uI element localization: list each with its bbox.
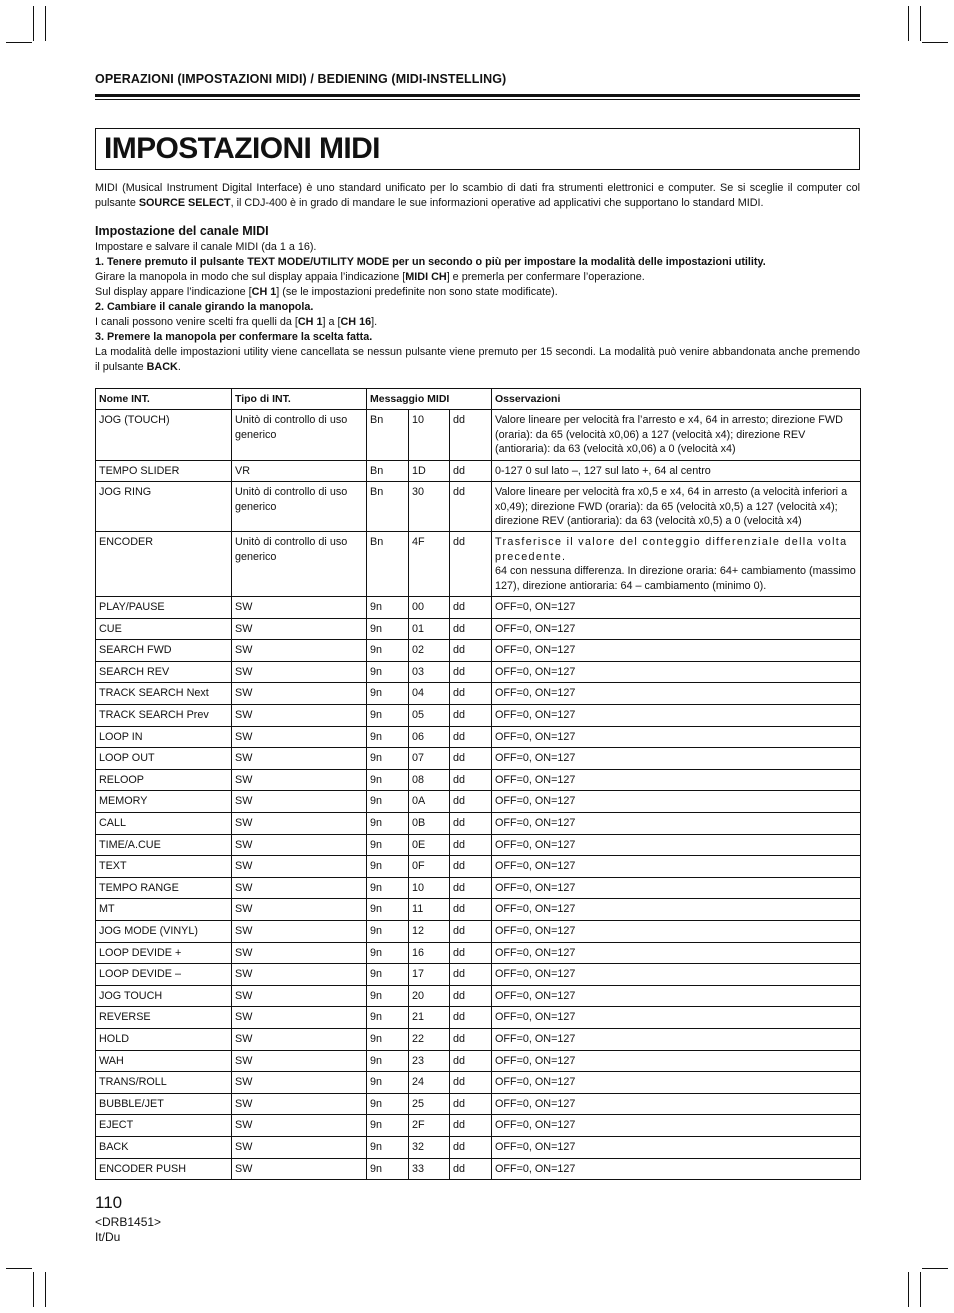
page-number: 110 [95, 1193, 123, 1212]
midi-value-cell: dd [450, 683, 492, 705]
midi-number-cell: 20 [409, 985, 450, 1007]
encoder-remark-line: Trasferisce il valore del conteggio differenziale della volta precedente. [495, 536, 848, 563]
table-row [96, 597, 861, 619]
int-type-cell: SW [232, 1007, 367, 1029]
int-name-cell: LOOP OUT [96, 748, 232, 770]
remark-cell: OFF=0, ON=127 [492, 769, 861, 791]
step-2-detail [95, 315, 860, 330]
table-row [96, 1050, 861, 1072]
midi-value-cell: dd [450, 460, 492, 482]
int-name-cell: CALL [96, 813, 232, 835]
midi-value-cell: dd [450, 748, 492, 770]
table-row [96, 769, 861, 791]
table-row [96, 1028, 861, 1050]
detail-text: La modalità delle impostazioni utility viene cancellata se nessun pulsante viene premuto per 15 secondi. La modalità può venire abbandonata anche premendo il pulsante [95, 346, 860, 373]
table-row [96, 920, 861, 942]
midi-number-cell: 32 [409, 1136, 450, 1158]
crop-mark [6, 1268, 32, 1269]
table-row [96, 985, 861, 1007]
int-name-cell: TRACK SEARCH Next [96, 683, 232, 705]
midi-status-cell: 9n [367, 769, 409, 791]
int-name-cell: CUE [96, 618, 232, 640]
channel-heading: Impostazione del canale MIDI [95, 224, 269, 238]
table-row [96, 705, 861, 727]
channel-steps [95, 240, 860, 375]
remark-cell: 0-127 0 sul lato –, 127 sul lato +, 64 al centro [492, 460, 861, 482]
table-header-row [96, 389, 861, 410]
midi-number-cell: 0A [409, 791, 450, 813]
step-3-detail [95, 345, 860, 375]
table-row [96, 813, 861, 835]
crop-mark [908, 1272, 909, 1307]
midi-number-cell: 17 [409, 964, 450, 986]
midi-number-cell: 2F [409, 1115, 450, 1137]
midi-value-cell: dd [450, 856, 492, 878]
midi-number-cell: 0E [409, 834, 450, 856]
remark-cell: OFF=0, ON=127 [492, 877, 861, 899]
int-name-cell: MT [96, 899, 232, 921]
midi-status-cell: 9n [367, 1072, 409, 1094]
int-type-cell: SW [232, 920, 367, 942]
int-name-cell: WAH [96, 1050, 232, 1072]
midi-number-cell: 23 [409, 1050, 450, 1072]
int-type-cell: SW [232, 618, 367, 640]
crop-mark [45, 6, 46, 41]
remark-cell: OFF=0, ON=127 [492, 1158, 861, 1180]
remark-cell: OFF=0, ON=127 [492, 1093, 861, 1115]
midi-status-cell: 9n [367, 1115, 409, 1137]
midi-status-cell: 9n [367, 1158, 409, 1180]
midi-status-cell: 9n [367, 899, 409, 921]
remark-cell: OFF=0, ON=127 [492, 748, 861, 770]
remark-cell: OFF=0, ON=127 [492, 618, 861, 640]
step-text: 1. Tenere premuto il pulsante [95, 256, 248, 268]
int-name-cell: SEARCH FWD [96, 640, 232, 662]
table-row [96, 1007, 861, 1029]
table-row [96, 1093, 861, 1115]
midi-value-cell: dd [450, 1115, 492, 1137]
int-type-cell: SW [232, 769, 367, 791]
midi-status-cell: 9n [367, 1050, 409, 1072]
table-row [96, 482, 861, 532]
midi-status-cell: 9n [367, 877, 409, 899]
doc-lang: It/Du [95, 1230, 121, 1244]
int-name-cell: SEARCH REV [96, 661, 232, 683]
midi-number-cell: 11 [409, 899, 450, 921]
int-name-cell: TEXT [96, 856, 232, 878]
table-row [96, 899, 861, 921]
int-type-cell: SW [232, 1050, 367, 1072]
int-name-cell: HOLD [96, 1028, 232, 1050]
int-type-cell: SW [232, 705, 367, 727]
midi-status-cell: 9n [367, 705, 409, 727]
midi-number-cell: 0F [409, 856, 450, 878]
int-type-cell: SW [232, 813, 367, 835]
remark-cell: OFF=0, ON=127 [492, 856, 861, 878]
detail-text: ]. [371, 316, 378, 328]
midi-value-cell: dd [450, 661, 492, 683]
step-3: 3. Premere la manopola per confermare la scelta fatta. [95, 331, 373, 343]
table-row [96, 661, 861, 683]
midi-status-cell: 9n [367, 1136, 409, 1158]
midi-status-cell: Bn [367, 482, 409, 532]
col-header: Osservazioni [492, 389, 861, 410]
table-row [96, 640, 861, 662]
title-box [95, 128, 860, 170]
midi-number-cell: 12 [409, 920, 450, 942]
midi-status-cell: 9n [367, 942, 409, 964]
midi-number-cell: 30 [409, 482, 450, 532]
midi-value-cell: dd [450, 597, 492, 619]
detail-bold: BACK [146, 361, 178, 373]
remark-cell: OFF=0, ON=127 [492, 1050, 861, 1072]
intro-paragraph [95, 181, 860, 211]
step-text: TEXT MODE/UTILITY MODE [247, 256, 390, 268]
int-type-cell: SW [232, 748, 367, 770]
int-type-cell: SW [232, 964, 367, 986]
midi-number-cell: 21 [409, 1007, 450, 1029]
midi-status-cell: 9n [367, 726, 409, 748]
table-row [96, 683, 861, 705]
int-type-cell: SW [232, 834, 367, 856]
midi-value-cell: dd [450, 410, 492, 460]
int-type-cell: SW [232, 683, 367, 705]
step-1 [95, 255, 860, 270]
midi-status-cell: 9n [367, 813, 409, 835]
crop-mark [920, 6, 921, 41]
midi-value-cell: dd [450, 964, 492, 986]
midi-status-cell: 9n [367, 640, 409, 662]
midi-status-cell: Bn [367, 460, 409, 482]
int-type-cell: SW [232, 1093, 367, 1115]
midi-number-cell: 16 [409, 942, 450, 964]
midi-value-cell: dd [450, 1028, 492, 1050]
detail-text: Girare la manopola in modo che sul display appaia l’indicazione [ [95, 271, 406, 283]
int-type-cell: SW [232, 1158, 367, 1180]
midi-status-cell: 9n [367, 791, 409, 813]
remark-cell: OFF=0, ON=127 [492, 1028, 861, 1050]
midi-status-cell: 9n [367, 683, 409, 705]
int-name-cell: BACK [96, 1136, 232, 1158]
table-row [96, 1158, 861, 1180]
int-name-cell: BUBBLE/JET [96, 1093, 232, 1115]
table-row [96, 460, 861, 482]
int-type-cell: SW [232, 985, 367, 1007]
col-header: Nome INT. [96, 389, 232, 410]
int-type-cell: SW [232, 791, 367, 813]
crop-mark [920, 1272, 921, 1307]
int-type-cell: Unitò di controllo di uso generico [232, 482, 367, 532]
midi-value-cell: dd [450, 877, 492, 899]
midi-number-cell: 01 [409, 618, 450, 640]
detail-text: . [177, 361, 181, 373]
int-type-cell: SW [232, 899, 367, 921]
remark-cell: OFF=0, ON=127 [492, 726, 861, 748]
midi-value-cell: dd [450, 1093, 492, 1115]
step-1-detail [95, 270, 860, 285]
midi-status-cell: 9n [367, 856, 409, 878]
midi-table [95, 388, 861, 1180]
intro-bold: SOURCE SELECT [138, 197, 231, 209]
midi-number-cell: 22 [409, 1028, 450, 1050]
step-2: 2. Cambiare il canale girando la manopola. [95, 301, 314, 313]
table-row [96, 856, 861, 878]
midi-value-cell: dd [450, 640, 492, 662]
int-type-cell: SW [232, 1136, 367, 1158]
remark-cell: Valore lineare per velocità fra x0,5 e x4, 64 in arresto (a velocità inferiori a x0,49); direzione FWD (oraria): da 65 (velocità x0,5) a 127 (velocità x4); direzione REV (antioraria): da 63 (velocità x0,5) a 0 (velocità x4) [492, 482, 861, 532]
int-type-cell: SW [232, 597, 367, 619]
step-1-detail [95, 285, 860, 300]
int-type-cell: VR [232, 460, 367, 482]
midi-status-cell: 9n [367, 834, 409, 856]
int-type-cell: SW [232, 1115, 367, 1137]
detail-text: I canali possono venire scelti fra quelli da [ [95, 316, 298, 328]
remark-cell: OFF=0, ON=127 [492, 834, 861, 856]
crop-mark [922, 1268, 948, 1269]
midi-number-cell: 33 [409, 1158, 450, 1180]
midi-number-cell: 1D [409, 460, 450, 482]
detail-bold: CH 1 [251, 286, 277, 298]
int-type-cell: Unitò di controllo di uso generico [232, 532, 367, 597]
crop-mark [33, 1272, 34, 1307]
midi-status-cell: 9n [367, 597, 409, 619]
int-type-cell: SW [232, 856, 367, 878]
crop-mark [908, 6, 909, 41]
detail-bold: MIDI CH [405, 271, 447, 283]
channel-lead: Impostare e salvare il canale MIDI (da 1 a 16). [95, 241, 317, 253]
midi-value-cell: dd [450, 791, 492, 813]
remark-cell: OFF=0, ON=127 [492, 985, 861, 1007]
midi-number-cell: 0B [409, 813, 450, 835]
midi-value-cell: dd [450, 834, 492, 856]
remark-cell: OFF=0, ON=127 [492, 597, 861, 619]
int-type-cell: SW [232, 661, 367, 683]
int-name-cell: LOOP DEVIDE – [96, 964, 232, 986]
remark-cell: OFF=0, ON=127 [492, 791, 861, 813]
midi-status-cell: 9n [367, 1093, 409, 1115]
midi-status-cell: 9n [367, 920, 409, 942]
remark-cell: OFF=0, ON=127 [492, 920, 861, 942]
crop-mark [922, 42, 948, 43]
midi-number-cell: 04 [409, 683, 450, 705]
intro-text: , il CDJ-400 è in grado di mandare le sue informazioni operative ad applicativi che supportano lo standard MIDI. [230, 197, 764, 209]
midi-number-cell: 08 [409, 769, 450, 791]
midi-number-cell: 02 [409, 640, 450, 662]
midi-number-cell: 10 [409, 877, 450, 899]
table-row [96, 1136, 861, 1158]
intro-text: MIDI (Musical Instrument Digital Interface) è uno standard unificato per lo scambio di dati fra strumenti elettronici e computer. Se si sceglie il computer col pulsante [95, 182, 860, 209]
int-name-cell: JOG MODE (VINYL) [96, 920, 232, 942]
midi-status-cell: Bn [367, 410, 409, 460]
doc-code-id: <DRB1451> [95, 1215, 162, 1229]
table-row [96, 877, 861, 899]
int-name-cell: MEMORY [96, 791, 232, 813]
midi-value-cell: dd [450, 813, 492, 835]
midi-value-cell: dd [450, 1007, 492, 1029]
remark-cell: OFF=0, ON=127 [492, 1072, 861, 1094]
midi-status-cell: 9n [367, 1007, 409, 1029]
midi-number-cell: 4F [409, 532, 450, 597]
midi-status-cell: 9n [367, 964, 409, 986]
int-name-cell: JOG TOUCH [96, 985, 232, 1007]
int-type-cell: SW [232, 1028, 367, 1050]
crop-mark [33, 6, 34, 41]
midi-value-cell: dd [450, 726, 492, 748]
midi-value-cell: dd [450, 985, 492, 1007]
int-name-cell: LOOP IN [96, 726, 232, 748]
detail-text: ] a [ [322, 316, 341, 328]
midi-number-cell: 00 [409, 597, 450, 619]
midi-status-cell: 9n [367, 985, 409, 1007]
encoder-remark-extra: 64 con nessuna differenza. In direzione oraria: 64+ cambiamento (massimo 127), direzione antioraria: 64 – cambiamento (minimo 0). [495, 565, 856, 592]
int-name-cell: TRANS/ROLL [96, 1072, 232, 1094]
section-header: OPERAZIONI (IMPOSTAZIONI MIDI) / BEDIENING (MIDI-INSTELLING) [95, 72, 507, 86]
remark-cell: OFF=0, ON=127 [492, 640, 861, 662]
int-name-cell: RELOOP [96, 769, 232, 791]
int-name-cell: EJECT [96, 1115, 232, 1137]
int-name-cell: ENCODER PUSH [96, 1158, 232, 1180]
midi-value-cell: dd [450, 769, 492, 791]
remark-cell: OFF=0, ON=127 [492, 705, 861, 727]
remark-cell: OFF=0, ON=127 [492, 661, 861, 683]
int-type-cell: SW [232, 877, 367, 899]
midi-value-cell: dd [450, 618, 492, 640]
midi-number-cell: 25 [409, 1093, 450, 1115]
int-name-cell: TIME/A.CUE [96, 834, 232, 856]
col-header: Tipo di INT. [232, 389, 367, 410]
remark-cell: OFF=0, ON=127 [492, 1136, 861, 1158]
int-name-cell: TRACK SEARCH Prev [96, 705, 232, 727]
midi-number-cell: 10 [409, 410, 450, 460]
table-row [96, 942, 861, 964]
int-name-cell: TEMPO SLIDER [96, 460, 232, 482]
table-row [96, 726, 861, 748]
detail-text: ] (se le impostazioni predefinite non sono state modificate). [276, 286, 558, 298]
midi-value-cell: dd [450, 1136, 492, 1158]
int-type-cell: SW [232, 942, 367, 964]
midi-value-cell: dd [450, 1158, 492, 1180]
int-type-cell: SW [232, 726, 367, 748]
int-type-cell: SW [232, 640, 367, 662]
detail-bold: CH 1 [297, 316, 323, 328]
midi-status-cell: 9n [367, 748, 409, 770]
detail-bold: CH 16 [340, 316, 372, 328]
midi-value-cell: dd [450, 532, 492, 597]
midi-status-cell: Bn [367, 532, 409, 597]
midi-value-cell: dd [450, 899, 492, 921]
midi-number-cell: 03 [409, 661, 450, 683]
int-name-cell: JOG (TOUCH) [96, 410, 232, 460]
remark-cell: OFF=0, ON=127 [492, 942, 861, 964]
midi-value-cell: dd [450, 705, 492, 727]
midi-number-cell: 05 [409, 705, 450, 727]
int-name-cell: REVERSE [96, 1007, 232, 1029]
midi-status-cell: 9n [367, 1028, 409, 1050]
int-type-cell: Unitò di controllo di uso generico [232, 410, 367, 460]
midi-status-cell: 9n [367, 618, 409, 640]
detail-text: ] e premerla per confermare l’operazione. [446, 271, 645, 283]
remark-cell: OFF=0, ON=127 [492, 1007, 861, 1029]
midi-value-cell: dd [450, 482, 492, 532]
table-row [96, 834, 861, 856]
midi-status-cell: 9n [367, 661, 409, 683]
remark-cell [492, 532, 861, 597]
midi-value-cell: dd [450, 942, 492, 964]
crop-mark [6, 42, 32, 43]
table-row [96, 1072, 861, 1094]
remark-cell: OFF=0, ON=127 [492, 813, 861, 835]
int-name-cell: LOOP DEVIDE + [96, 942, 232, 964]
page-title: IMPOSTAZIONI MIDI [104, 132, 380, 165]
remark-cell: OFF=0, ON=127 [492, 899, 861, 921]
remark-cell: Valore lineare per velocità fra l’arresto e x4, 64 in arresto; direzione FWD (oraria): da 65 (velocità x0,06) a 127 (velocità x4); direzione REV (antioraria): da 63 (velocità x0,06) a 0 (velocità x4) [492, 410, 861, 460]
remark-cell: OFF=0, ON=127 [492, 1115, 861, 1137]
detail-text: Sul display appare l’indicazione [ [95, 286, 252, 298]
table-row [96, 1115, 861, 1137]
int-type-cell: SW [232, 1072, 367, 1094]
midi-value-cell: dd [450, 1072, 492, 1094]
midi-number-cell: 07 [409, 748, 450, 770]
remark-cell: OFF=0, ON=127 [492, 964, 861, 986]
table-row [96, 410, 861, 460]
header-rule-thin [95, 99, 860, 100]
table-row [96, 748, 861, 770]
table-row [96, 964, 861, 986]
int-name-cell: PLAY/PAUSE [96, 597, 232, 619]
midi-number-cell: 06 [409, 726, 450, 748]
table-row [96, 532, 861, 597]
crop-mark [45, 1272, 46, 1307]
header-rule [95, 94, 860, 97]
midi-value-cell: dd [450, 920, 492, 942]
doc-code [95, 1215, 161, 1245]
int-name-cell: ENCODER [96, 532, 232, 597]
int-name-cell: TEMPO RANGE [96, 877, 232, 899]
remark-cell: OFF=0, ON=127 [492, 683, 861, 705]
step-text: per un secondo o più per impostare la modalità delle impostazioni utility. [389, 256, 766, 268]
midi-number-cell: 24 [409, 1072, 450, 1094]
table-row [96, 618, 861, 640]
table-row [96, 791, 861, 813]
midi-value-cell: dd [450, 1050, 492, 1072]
int-name-cell: JOG RING [96, 482, 232, 532]
col-header: Messaggio MIDI [367, 389, 492, 410]
